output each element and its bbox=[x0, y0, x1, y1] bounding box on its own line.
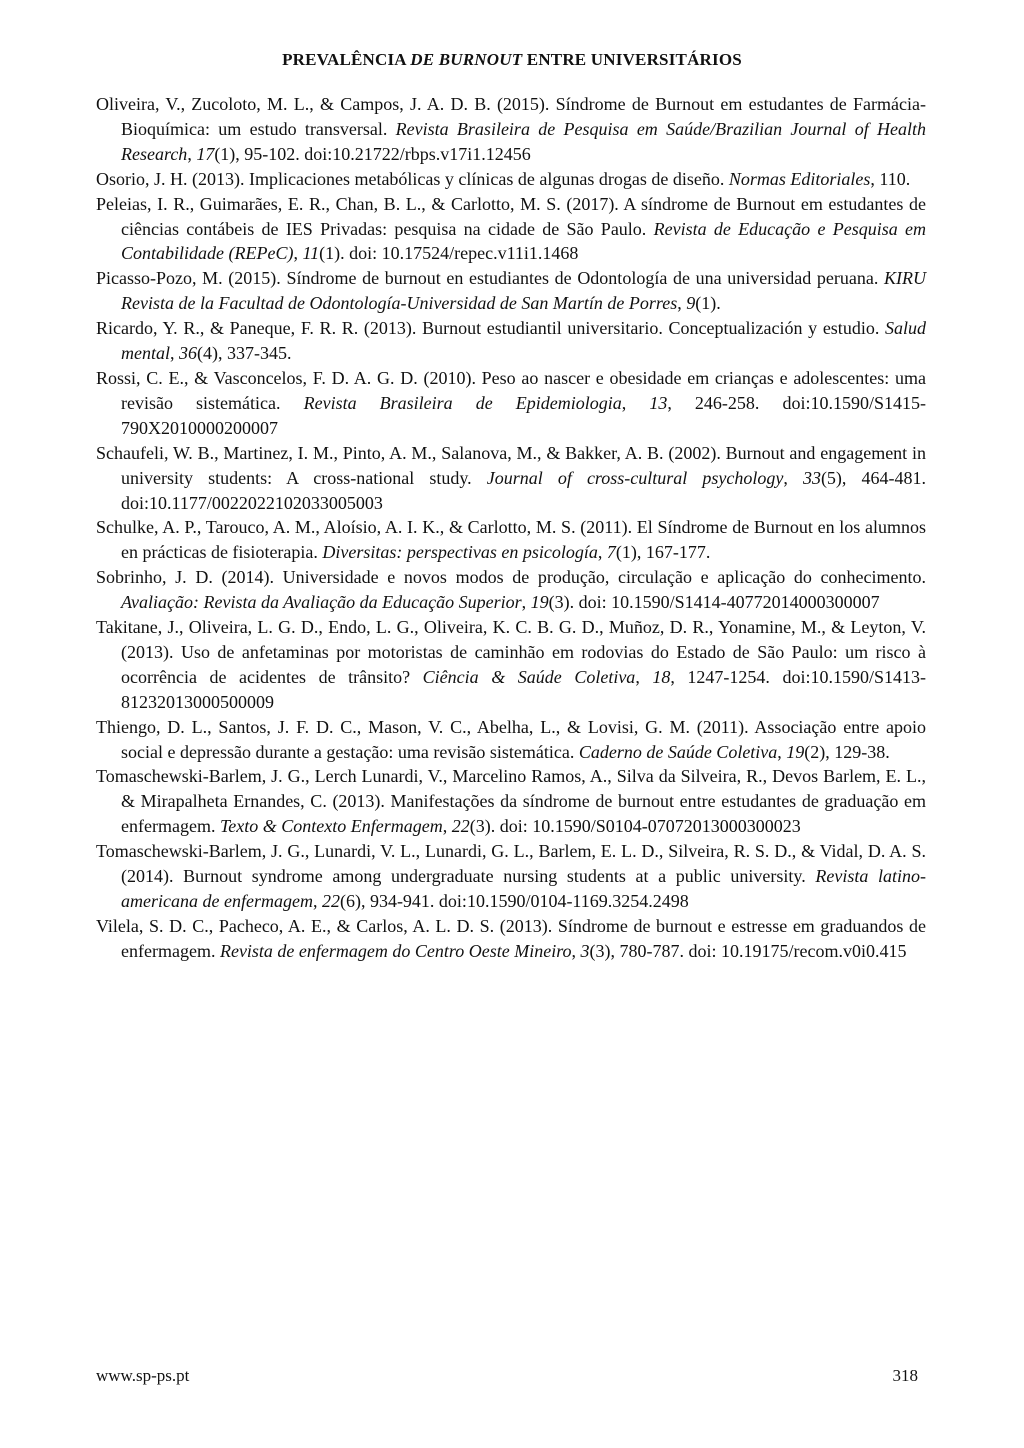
reference-details: (4), 337-345. bbox=[197, 343, 292, 364]
reference-volume: 13 bbox=[649, 392, 668, 413]
reference-details: , 1247-1254. doi:10.1590/S1413-81232013000500009 bbox=[121, 666, 926, 712]
reference-separator: , bbox=[571, 940, 581, 961]
reference-volume: 3 bbox=[580, 940, 590, 961]
reference-volume: 19 bbox=[786, 741, 805, 762]
reference-journal: Revista Brasileira de Pesquisa em Saúde/Brazilian Journal of Health Research bbox=[121, 118, 926, 164]
reference-separator: , bbox=[293, 243, 303, 264]
reference-details: , 246-258. doi:10.1590/S1415-790X2010000200007 bbox=[121, 392, 926, 438]
reference-authors-title: Rossi, C. E., & Vasconcelos, F. D. A. G. D. (2010). Peso ao nascer e obesidade em crianças e adolescentes: uma revisão sistemática. bbox=[96, 367, 926, 413]
reference-entry bbox=[96, 366, 926, 441]
reference-volume: 17 bbox=[196, 143, 215, 164]
reference-separator: , bbox=[783, 467, 803, 488]
reference-details: (6), 934-941. doi:10.1590/0104-1169.3254.2498 bbox=[339, 891, 689, 911]
footer-website-link[interactable]: www.sp-ps.pt bbox=[96, 1366, 190, 1385]
running-head-post: ENTRE UNIVERSITÁRIOS bbox=[522, 50, 742, 69]
reference-journal: Salud mental bbox=[121, 318, 926, 364]
reference-entry bbox=[96, 266, 926, 316]
reference-entry bbox=[96, 192, 926, 267]
reference-entry bbox=[96, 839, 926, 914]
reference-volume: 33 bbox=[802, 467, 821, 488]
reference-entry bbox=[96, 167, 926, 192]
reference-entry bbox=[96, 715, 926, 765]
reference-authors-title: Tomaschewski-Barlem, J. G., Lunardi, V. L., Lunardi, G. L., Barlem, E. L. D., Silveira, R. S. D., & Vidal, D. A. S. (2014). Burnout syndrome among undergraduate nursing students at a public university. bbox=[96, 841, 926, 887]
reference-details: (5), 464-481. doi:10.1177/0022022102033005003 bbox=[121, 467, 927, 513]
reference-volume: 7 bbox=[606, 542, 616, 563]
reference-separator: , bbox=[442, 816, 452, 837]
reference-details: , 110. bbox=[870, 168, 911, 189]
reference-separator: , bbox=[635, 666, 653, 687]
running-head-pre: PREVALÊNCIA bbox=[282, 50, 411, 69]
reference-journal: Normas Editoriales bbox=[728, 168, 871, 189]
reference-authors-title: Vilela, S. D. C., Pacheco, A. E., & Carlos, A. L. D. S. (2013). Síndrome de burnout e estresse em graduandos de enfermagem. bbox=[96, 915, 926, 961]
reference-details: (3). doi: 10.1590/S0104-07072013000300023 bbox=[469, 816, 801, 837]
reference-journal: Revista de enfermagem do Centro Oeste Mineiro bbox=[219, 940, 572, 961]
reference-journal: Caderno de Saúde Coletiva bbox=[578, 741, 778, 762]
page-number: 318 bbox=[892, 1366, 918, 1385]
reference-entry bbox=[96, 441, 926, 516]
reference-authors-title: Picasso-Pozo, M. (2015). Síndrome de burnout en estudiantes de Odontología de una universidad peruana. bbox=[96, 268, 884, 289]
reference-entry bbox=[96, 515, 926, 565]
reference-entry bbox=[96, 615, 926, 715]
reference-separator: , bbox=[521, 592, 531, 613]
reference-separator: , bbox=[597, 542, 607, 563]
reference-volume: 19 bbox=[530, 592, 549, 613]
reference-volume: 22 bbox=[451, 816, 470, 837]
reference-separator: , bbox=[621, 392, 650, 413]
reference-journal: Diversitas: perspectivas en psicología bbox=[322, 542, 598, 563]
reference-journal: KIRU Revista de la Facultad de Odontología-Universidad de San Martín de Porres bbox=[121, 268, 926, 314]
reference-volume: 22 bbox=[321, 891, 340, 911]
reference-authors-title: Osorio, J. H. (2013). Implicaciones metabólicas y clínicas de algunas drogas de diseño. bbox=[96, 168, 729, 189]
reference-entry bbox=[96, 316, 926, 366]
reference-details: (3). doi: 10.1590/S1414-40772014000300007 bbox=[548, 592, 880, 613]
reference-separator: , bbox=[312, 891, 322, 911]
reference-separator: , bbox=[170, 343, 179, 364]
reference-entry bbox=[96, 914, 926, 964]
reference-details: (1), 167-177. bbox=[615, 542, 711, 563]
reference-authors-title: Takitane, J., Oliveira, L. G. D., Endo, L. G., Oliveira, K. C. B. G. D., Muñoz, D. R., Yonamine, M., & Leyton, V. (2013). Uso de anfetaminas por motoristas de caminhão em rodovias do Estado de São Paulo: um risco à ocorrência de acidentes de trânsito? bbox=[96, 617, 926, 687]
reference-details: (1). doi: 10.17524/repec.v11i1.1468 bbox=[319, 243, 579, 264]
reference-details: (2), 129-38. bbox=[804, 741, 890, 762]
reference-authors-title: Schaufeli, W. B., Martinez, I. M., Pinto, A. M., Salanova, M., & Bakker, A. B. (2002). Burnout and engagement in university students: A cross-national study. bbox=[96, 442, 926, 488]
reference-details: (1), 95-102. doi:10.21722/rbps.v17i1.12456 bbox=[214, 143, 531, 164]
reference-authors-title: Oliveira, V., Zucoloto, M. L., & Campos, J. A. D. B. (2015). Síndrome de Burnout em estudantes de Farmácia-Bioquímica: um estudo transversal. bbox=[96, 94, 926, 139]
reference-journal: Avaliação: Revista da Avaliação da Educação Superior bbox=[121, 592, 522, 613]
reference-details: (1). bbox=[695, 293, 721, 314]
reference-list bbox=[96, 92, 926, 964]
reference-entry bbox=[96, 764, 926, 839]
reference-authors-title: Schulke, A. P., Tarouco, A. M., Aloísio, A. I. K., & Carlotto, M. S. (2011). El Síndrome de Burnout en los alumnos en prácticas de fisioterapia. bbox=[96, 517, 926, 563]
reference-journal: Ciência & Saúde Coletiva bbox=[422, 666, 636, 687]
reference-authors-title: Ricardo, Y. R., & Paneque, F. R. R. (2013). Burnout estudiantil universitario. Conceptualización y estudio. bbox=[96, 318, 885, 339]
reference-separator: , bbox=[777, 741, 787, 762]
reference-volume: 18 bbox=[652, 666, 671, 687]
reference-journal: Revista Brasileira de Epidemiologia bbox=[303, 392, 622, 413]
reference-authors-title: Thiengo, D. L., Santos, J. F. D. C., Mason, V. C., Abelha, L., & Lovisi, G. M. (2011). Associação entre apoio social e depressão durante a gestação: uma revisão sistemática. bbox=[96, 716, 926, 762]
reference-volume: 36 bbox=[179, 343, 197, 364]
reference-volume: 11 bbox=[302, 243, 320, 264]
reference-separator: , bbox=[187, 143, 197, 164]
reference-authors-title: Sobrinho, J. D. (2014). Universidade e novos modos de produção, circulação e aplicação do conhecimento. bbox=[96, 567, 926, 588]
running-head-italic: DE BURNOUT bbox=[410, 50, 523, 69]
reference-volume: 9 bbox=[686, 293, 696, 314]
reference-details: (3), 780-787. doi: 10.19175/recom.v0i0.415 bbox=[589, 940, 907, 961]
reference-authors-title: Tomaschewski-Barlem, J. G., Lerch Lunardi, V., Marcelino Ramos, A., Silva da Silveira, R., Devos Barlem, E. L., & Mirapalheta Ernandes, C. (2013). Manifestações da síndrome de burnout entre estudantes de graduação em enfermagem. bbox=[96, 766, 926, 837]
reference-entry bbox=[96, 565, 926, 615]
reference-journal: Revista de Educação e Pesquisa em Contabilidade (REPeC) bbox=[121, 218, 926, 264]
reference-journal: Journal of cross-cultural psychology bbox=[486, 467, 784, 488]
reference-authors-title: Peleias, I. R., Guimarães, E. R., Chan, B. L., & Carlotto, M. S. (2017). A síndrome de Burnout em estudantes de ciências contábeis de IES Privadas: pesquisa na cidade de São Paulo. bbox=[96, 193, 926, 239]
reference-journal: Revista latino-americana de enfermagem bbox=[121, 866, 926, 911]
reference-separator: , bbox=[677, 293, 687, 314]
reference-entry bbox=[96, 92, 926, 167]
reference-journal: Texto & Contexto Enfermagem bbox=[219, 816, 443, 837]
running-head-title bbox=[0, 50, 1024, 70]
